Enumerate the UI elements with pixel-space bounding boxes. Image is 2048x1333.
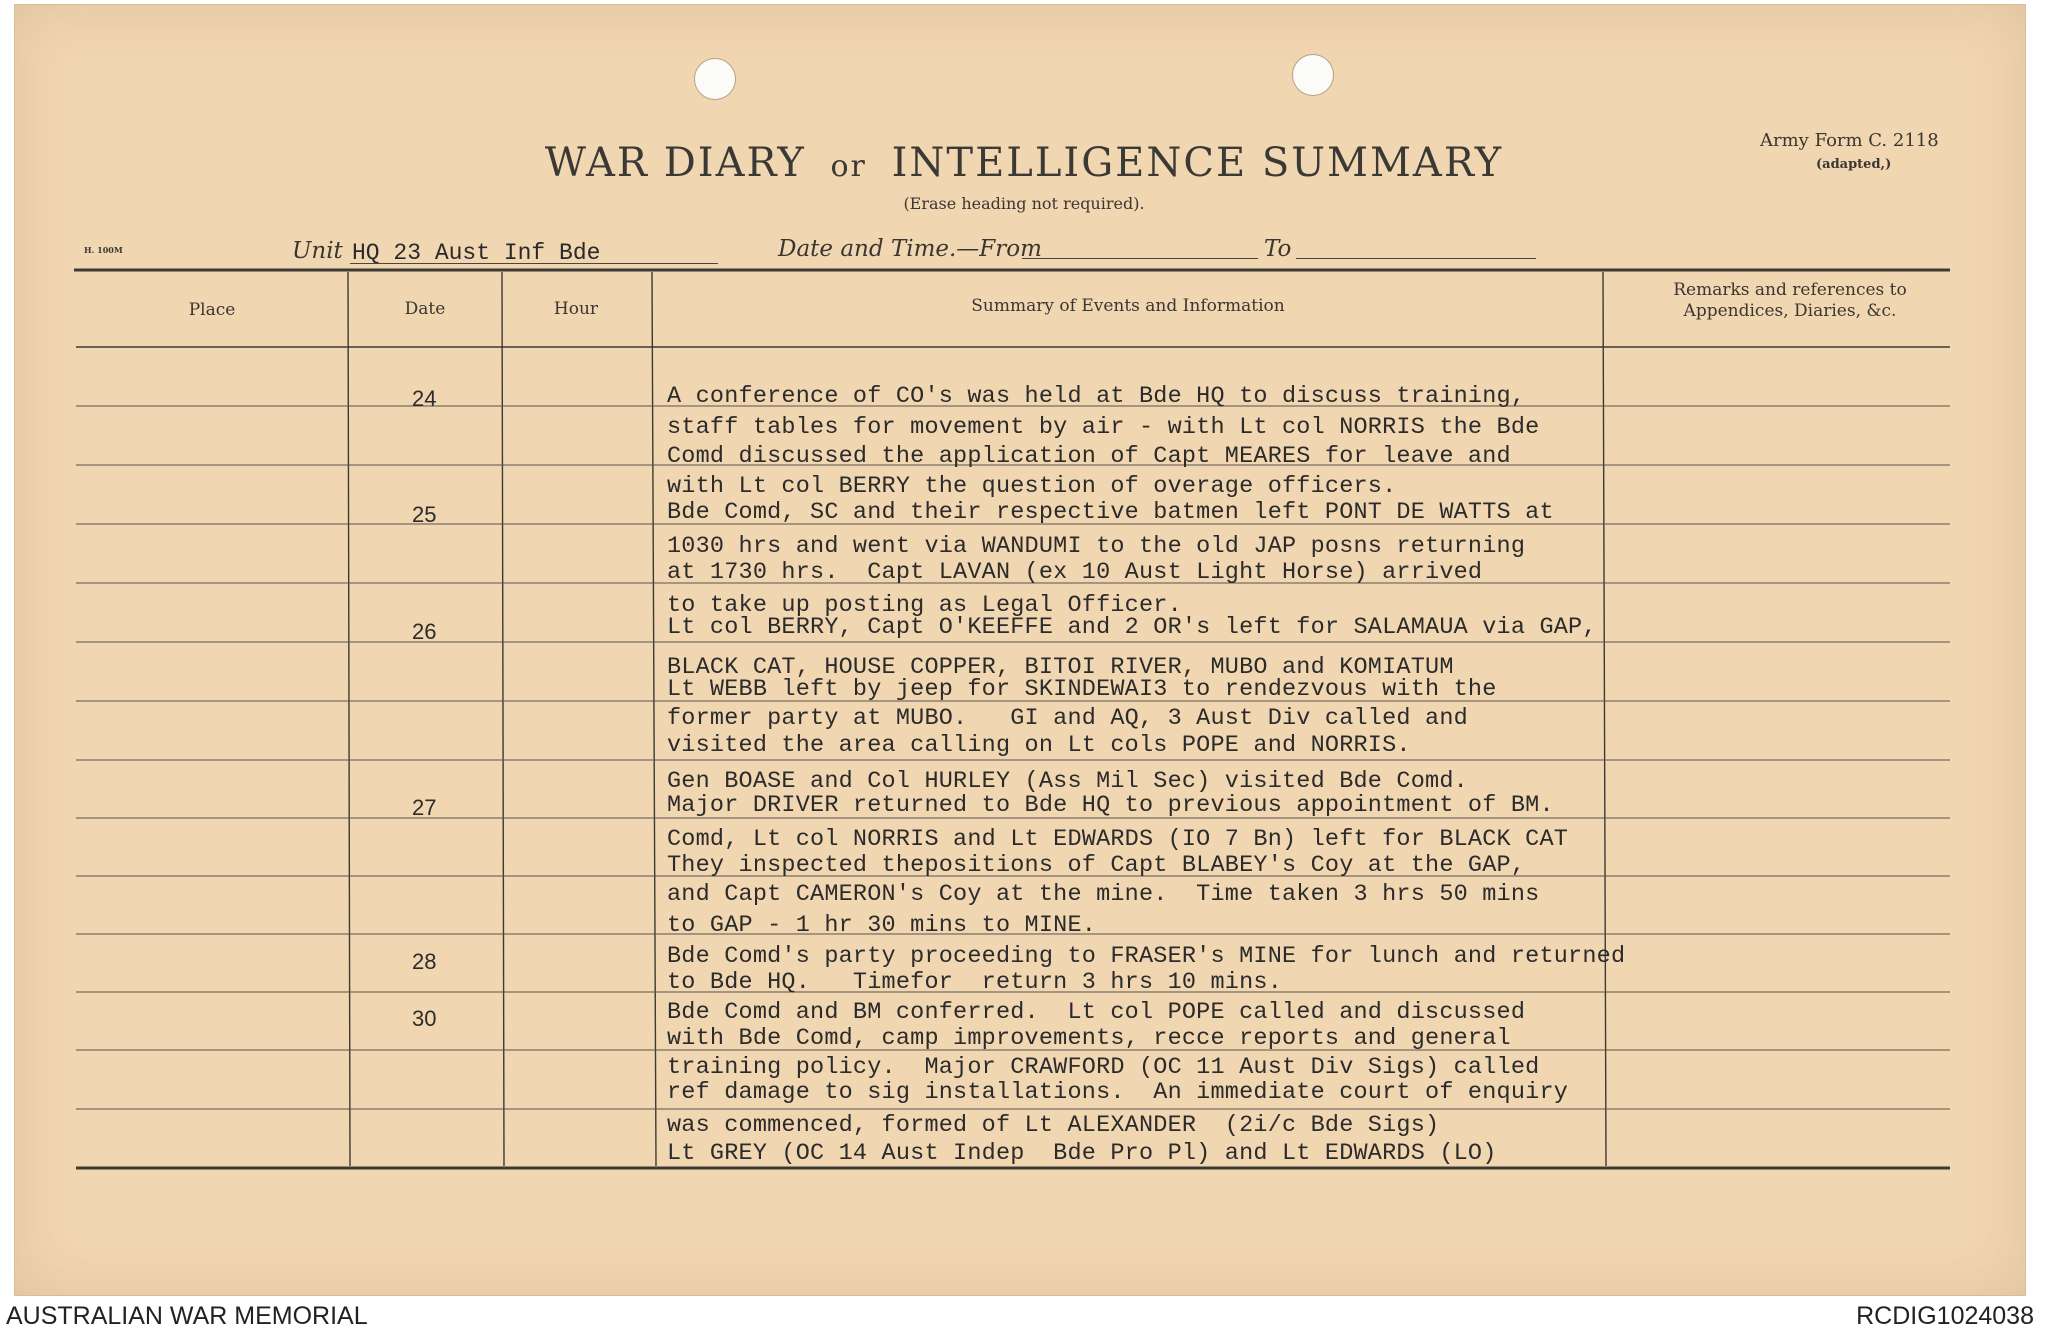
entry-date: 25 <box>412 502 437 527</box>
unit-value: HQ 23 Aust Inf Bde <box>352 240 601 266</box>
remarks-header-line-2: Appendices, Diaries, &c. <box>1683 301 1897 321</box>
summary-line: training policy. Major CRAWFORD (OC 11 Aust Div Sigs) called <box>667 1054 1540 1081</box>
date-time-label: Date and Time.—From <box>778 236 1042 262</box>
summary-line: and Capt CAMERON's Coy at the mine. Time taken 3 hrs 50 mins <box>667 881 1540 908</box>
summary-line: BLACK CAT, HOUSE COPPER, BITOI RIVER, MUBO and KOMIATUM <box>667 654 1454 681</box>
summary-line: A conference of CO's was held at Bde HQ to discuss training, <box>667 383 1526 410</box>
archive-credit: AUSTRALIAN WAR MEMORIAL <box>6 1302 368 1330</box>
summary-line: Lt GREY (OC 14 Aust Indep Bde Pro Pl) and Lt EDWARDS (LO) <box>667 1140 1497 1167</box>
column-header-summary: Summary of Events and Information <box>971 296 1285 316</box>
summary-line: Bde Comd's party proceeding to FRASER's MINE for lunch and returned <box>667 943 1626 970</box>
summary-line: to GAP - 1 hr 30 mins to MINE. <box>667 912 1097 939</box>
unit-label: Unit <box>292 238 343 264</box>
title-intelligence-summary: INTELLIGENCE SUMMARY <box>891 140 1504 186</box>
column-header-date: Date <box>404 299 446 319</box>
summary-line: Gen BOASE and Col HURLEY (Ass Mil Sec) visited Bde Comd. <box>667 768 1468 795</box>
summary-line: Lt WEBB left by jeep for SKINDEWAI3 to rendezvous with the <box>667 676 1497 703</box>
summary-line: Lt col BERRY, Capt O'KEEFFE and 2 OR's left for SALAMAUA via GAP, <box>667 614 1597 641</box>
archive-reference: RCDIG1024038 <box>1856 1302 2034 1330</box>
entry-date: 30 <box>412 1006 437 1031</box>
summary-line: staff tables for movement by air - with Lt col NORRIS the Bde <box>667 414 1540 441</box>
remarks-header-line-1: Remarks and references to <box>1673 280 1907 300</box>
form-subtitle: (Erase heading not required). <box>903 194 1145 213</box>
summary-line: Bde Comd and BM conferred. Lt col POPE called and discussed <box>667 999 1526 1026</box>
title-or: or <box>830 149 867 184</box>
army-form-number: Army Form C. 2118 <box>1760 130 1939 151</box>
summary-line: visited the area calling on Lt cols POPE and NORRIS. <box>667 732 1411 759</box>
entry-date: 27 <box>412 795 437 820</box>
summary-line: Comd discussed the application of Capt MEARES for leave and <box>667 443 1511 470</box>
entry-date: 24 <box>412 386 437 411</box>
summary-line: Comd, Lt col NORRIS and Lt EDWARDS (IO 7 Bn) left for BLACK CAT <box>667 826 1569 853</box>
summary-line: 1030 hrs and went via WANDUMI to the old JAP posns returning <box>667 533 1526 560</box>
summary-line: They inspected thepositions of Capt BLABEY's Coy at the GAP, <box>667 852 1526 879</box>
summary-line: with Bde Comd, camp improvements, recce reports and general <box>667 1025 1511 1052</box>
summary-line: was commenced, formed of Lt ALEXANDER (2i/c Bde Sigs) <box>667 1112 1440 1139</box>
entry-date: 28 <box>412 949 437 974</box>
to-label: To <box>1264 236 1292 262</box>
print-form-code: H. 100M <box>84 245 123 255</box>
summary-line: Bde Comd, SC and their respective batmen left PONT DE WATTS at <box>667 499 1554 526</box>
entry-date: 26 <box>412 619 437 644</box>
summary-line: at 1730 hrs. Capt LAVAN (ex 10 Aust Light Horse) arrived <box>667 559 1483 586</box>
summary-line: to Bde HQ. Timefor return 3 hrs 10 mins. <box>667 969 1282 996</box>
summary-line: former party at MUBO. GI and AQ, 3 Aust Div called and <box>667 705 1468 732</box>
summary-line: with Lt col BERRY the question of overage officers. <box>667 473 1397 500</box>
army-form-adapted: (adapted,) <box>1816 157 1892 172</box>
column-header-place: Place <box>188 300 236 320</box>
title-war-diary: WAR DIARY <box>544 140 806 186</box>
summary-line: ref damage to sig installations. An immediate court of enquiry <box>667 1079 1569 1106</box>
summary-line: to take up posting as Legal Officer. <box>667 592 1182 619</box>
summary-line: Major DRIVER returned to Bde HQ to previous appointment of BM. <box>667 792 1554 819</box>
column-header-hour: Hour <box>553 299 599 319</box>
